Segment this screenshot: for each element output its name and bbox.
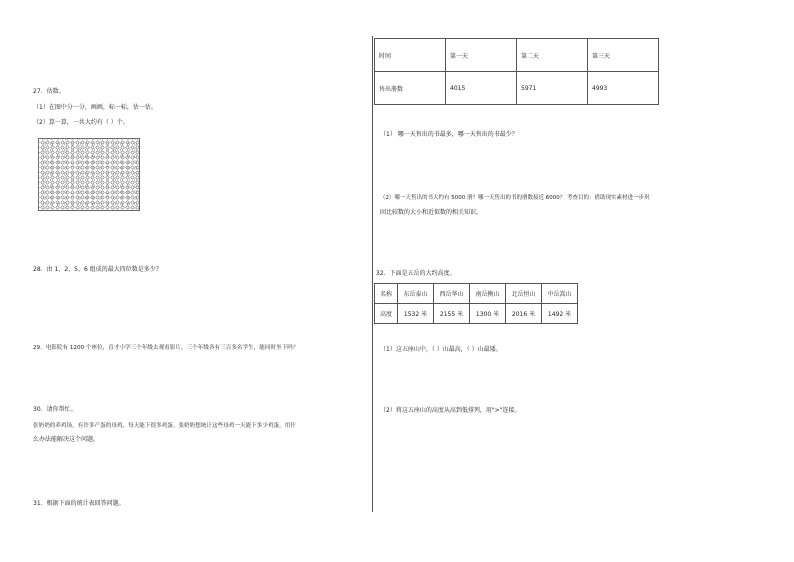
- table-row: [375, 39, 659, 72]
- table-cell: 4993: [588, 72, 659, 105]
- q29-title: 29．电影院有 1200 个座位，育才小学三个年级去观看影片，三个年级各有三百多名学生，能同时坐下吗？: [33, 345, 299, 351]
- q30-line1: 张奶奶的养鸡场，有许多产蛋的母鸡，每天能下很多鸡蛋。张奶奶想统计这些母鸡一天能下多少鸡蛋。用什: [33, 423, 296, 429]
- table-row: [375, 72, 659, 105]
- q31-part2-line1: （2）哪一天售出的书大约有 5000 册？哪一天售出的书的册数接近 6000？ 考查目的：借助现实素材进一步巩: [380, 195, 650, 201]
- column-divider: [372, 36, 373, 512]
- table-cell: 时间: [375, 39, 446, 72]
- q28-title: 28．由 1、2、5、6 组成的最大四位数是多少？: [33, 266, 162, 273]
- table-cell: 南岳衡山: [470, 284, 506, 304]
- table-cell: 第二天: [517, 39, 588, 72]
- table-row: [375, 284, 578, 304]
- table-cell: 1300 米: [470, 304, 506, 324]
- table-cell: 售出册数: [375, 72, 446, 105]
- q32-title: 32．下面是五岳的大约高度。: [376, 270, 456, 277]
- table-cell: 2016 米: [506, 304, 542, 324]
- q31-title: 31．根据下面的统计表回答问题。: [33, 500, 125, 507]
- q31-part1: （1） 哪一天售出的书最多，哪一天售出的书最少？: [380, 131, 518, 138]
- table-cell: 名称: [375, 284, 398, 304]
- q27-title: 27．估数。: [33, 88, 65, 95]
- table-cell: 4015: [446, 72, 517, 105]
- table-cell: 第三天: [588, 39, 659, 72]
- q27-line2: （2）算一算，一共大约有（ ）个。: [33, 119, 129, 126]
- table-cell: 西岳华山: [434, 284, 470, 304]
- table-row: [375, 304, 578, 324]
- table-cell: 东岳泰山: [398, 284, 434, 304]
- q27-line1: （1）在图中分一分，画画，标一标，估一估。: [33, 104, 157, 111]
- table-cell: 5971: [517, 72, 588, 105]
- dots-figure-overlay: [38, 138, 138, 209]
- table-cell: 中岳嵩山: [542, 284, 578, 304]
- table-cell: 第一天: [446, 39, 517, 72]
- q32-part2: （2）将这五座山的高度从高到低排列，用">"连接。: [380, 407, 521, 414]
- q32-part1: （1）这五座山中，（ ）山最高，（ ）山最矮。: [380, 346, 502, 353]
- table-cell: 1492 米: [542, 304, 578, 324]
- table-cell: 2155 米: [434, 304, 470, 324]
- table-cell: 北岳恒山: [506, 284, 542, 304]
- q30-line2: 么办法能解决这个问题。: [33, 436, 100, 443]
- table-cell: 1532 米: [398, 304, 434, 324]
- q31-part2-line2: 固比较数的大小和近似数的相关知识。: [380, 209, 483, 216]
- mountain-table: [374, 283, 578, 324]
- table-cell: 高度: [375, 304, 398, 324]
- sales-table: [374, 38, 659, 105]
- q30-title: 30．请你帮忙。: [33, 406, 77, 413]
